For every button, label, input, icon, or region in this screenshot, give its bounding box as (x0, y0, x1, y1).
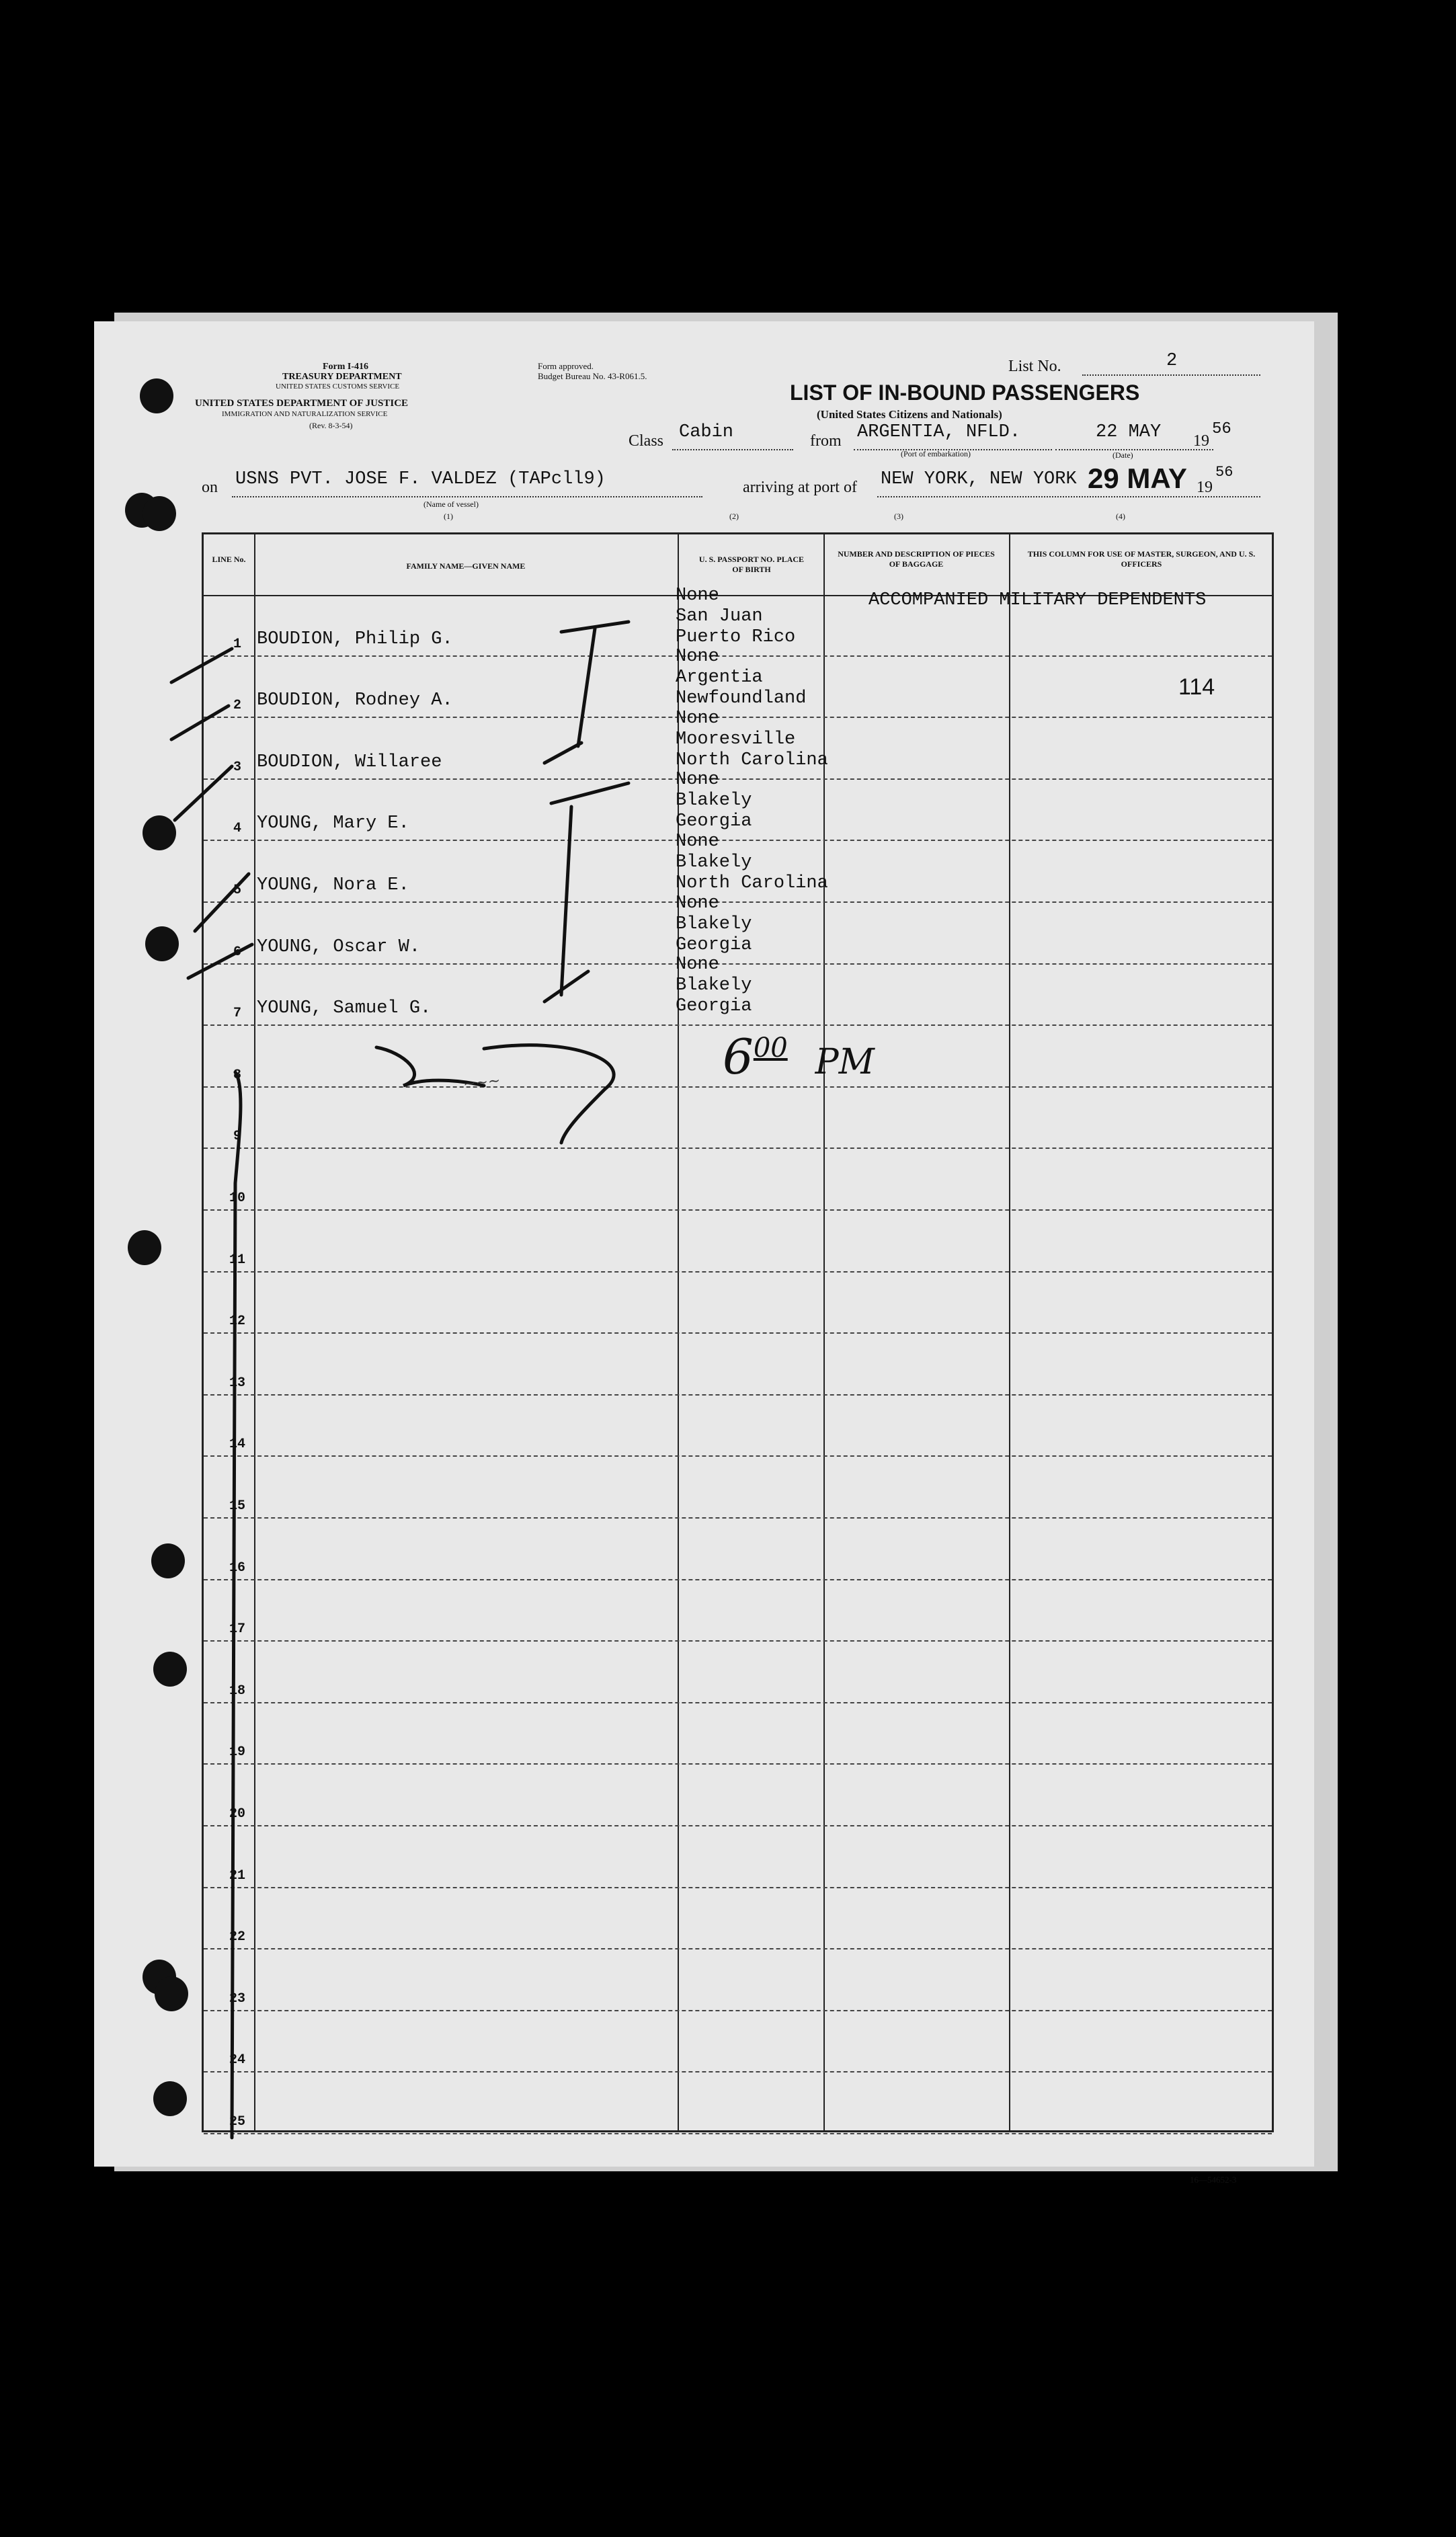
passport-number: None (676, 770, 719, 791)
passport-number: None (676, 955, 719, 975)
accompanied-note: ACCOMPANIED MILITARY DEPENDENTS (868, 590, 1207, 610)
from-label: from (810, 432, 842, 450)
passenger-name: BOUDION, Philip G. (257, 629, 453, 649)
birth-place-region: North Carolina (676, 873, 828, 893)
form-approved: Form approved. (538, 361, 594, 371)
port-embarkation: ARGENTIA, NFLD. (857, 422, 1021, 442)
line-number: 5 (233, 883, 241, 898)
arriving-label: arriving at port of (743, 479, 857, 496)
vessel-name: USNS PVT. JOSE F. VALDEZ (TAPcll9) (235, 469, 606, 489)
margin-line (232, 1072, 241, 2138)
bracket-bottom-1 (544, 743, 581, 763)
time-hour: 6 (723, 1029, 754, 1085)
line-number: 10 (229, 1191, 245, 1206)
header-passport: U. S. PASSPORT NO. PLACE OF BIRTH (698, 555, 805, 574)
line-number: 2 (233, 698, 241, 714)
birth-place-city: Blakely (676, 791, 752, 811)
passenger-name: YOUNG, Samuel G. (257, 998, 432, 1019)
header-baggage: NUMBER AND DESCRIPTION OF PIECES OF BAGGAGE (838, 549, 995, 569)
class-value: Cabin (679, 422, 734, 442)
date-caption: (Date) (1113, 450, 1133, 460)
passenger-name: YOUNG, Mary E. (257, 813, 409, 834)
line-number: 15 (229, 1498, 245, 1514)
embark-year: 56 (1212, 420, 1231, 438)
birth-place-city: Mooresville (676, 729, 796, 750)
arrival-year: 56 (1215, 464, 1233, 481)
line-number: 16 (229, 1560, 245, 1576)
line-number: 9 (233, 1129, 241, 1145)
passport-number: None (676, 708, 719, 729)
time-minutes: 00 (753, 1033, 788, 1063)
bracket-bottom-2 (544, 971, 588, 1002)
line-number: 24 (229, 2052, 245, 2068)
birth-place-city: San Juan (676, 606, 763, 627)
form-title: LIST OF IN-BOUND PASSENGERS (790, 380, 1140, 405)
birth-place-city: Argentia (676, 668, 763, 688)
header-line-no: LINE No. (212, 555, 246, 564)
line-number: 6 (233, 944, 241, 960)
year-prefix: 19 (1193, 432, 1209, 450)
embark-date: 22 MAY (1096, 422, 1162, 442)
line-number: 17 (229, 1621, 245, 1638)
birth-place-region: Newfoundland (676, 688, 807, 709)
list-no-value: 2 (1166, 351, 1178, 371)
line-number: 20 (229, 1806, 245, 1822)
line-number: 18 (229, 1683, 245, 1699)
form-subtitle: (United States Citizens and Nationals) (817, 408, 1002, 421)
line-number: 25 (229, 2114, 245, 2130)
customs-service: UNITED STATES CUSTOMS SERVICE (276, 382, 400, 391)
arrival-date-stamp: 29 MAY (1088, 462, 1187, 494)
passport-number: None (676, 832, 719, 852)
birth-place-city: Blakely (676, 914, 752, 934)
bracket-top-2 (551, 783, 629, 803)
line-number: 4 (233, 821, 241, 837)
line-number: 1 (233, 636, 241, 652)
bracket-stem-2 (561, 807, 571, 995)
officer-mark: 114 (1178, 674, 1215, 700)
budget-bureau: Budget Bureau No. 43-R061.5. (538, 371, 647, 381)
footer-code: 16—54652-3 (1190, 2175, 1237, 2185)
arrival-port: NEW YORK, NEW YORK (881, 469, 1077, 489)
passport-number: None (676, 893, 719, 914)
bracket-stem-1 (578, 629, 595, 746)
vessel-caption: (Name of vessel) (423, 499, 479, 509)
passport-number: None (676, 647, 719, 668)
arrival-year-prefix: 19 (1197, 479, 1213, 496)
line-number: 11 (229, 1252, 245, 1268)
tick-3 (175, 766, 232, 820)
birth-place-region: Puerto Rico (676, 627, 796, 647)
tick-1 (171, 649, 232, 682)
birth-place-region: Georgia (676, 811, 752, 832)
header-name: FAMILY NAME—GIVEN NAME (406, 561, 526, 571)
treasury-dept: TREASURY DEPARTMENT (282, 372, 402, 382)
col-num-2: (2) (729, 512, 739, 521)
col-num-4: (4) (1116, 512, 1125, 521)
tick-4 (195, 874, 249, 931)
class-label: Class (629, 432, 664, 450)
line-number: 3 (233, 759, 241, 775)
line-number: 8 (233, 1067, 241, 1083)
birth-place-city: Blakely (676, 852, 752, 873)
on-label: on (202, 479, 218, 496)
col-num-3: (3) (894, 512, 903, 521)
line-number: 12 (229, 1314, 245, 1330)
handwritten-note: ~~~ (462, 1072, 501, 1093)
birth-place-city: Blakely (676, 975, 752, 996)
justice-dept: UNITED STATES DEPARTMENT OF JUSTICE (195, 398, 409, 409)
ins-service: IMMIGRATION AND NATURALIZATION SERVICE (222, 410, 388, 418)
line-number: 14 (229, 1437, 245, 1453)
col-num-1: (1) (444, 512, 453, 521)
passenger-name: BOUDION, Rodney A. (257, 690, 453, 711)
list-no-label: List No. (1008, 358, 1061, 375)
passenger-name: YOUNG, Nora E. (257, 875, 409, 895)
passenger-name: YOUNG, Oscar W. (257, 936, 421, 957)
birth-place-region: Georgia (676, 996, 752, 1017)
time-suffix: PM (815, 1042, 875, 1082)
line-number: 23 (229, 1990, 245, 2007)
birth-place-region: Georgia (676, 934, 752, 955)
revision: (Rev. 8-3-54) (309, 421, 353, 430)
passport-number: None (676, 585, 719, 606)
signature-curve (484, 1045, 614, 1143)
tick-5 (188, 944, 252, 978)
tick-2 (171, 706, 229, 739)
passenger-name: BOUDION, Willaree (257, 752, 442, 772)
line-number: 21 (229, 1867, 245, 1884)
line-number: 22 (229, 1929, 245, 1945)
form-number: Form I-416 (323, 362, 369, 372)
line-number: 7 (233, 1006, 241, 1022)
line-number: 19 (229, 1744, 245, 1761)
embark-caption: (Port of embarkation) (901, 449, 971, 458)
line-number: 13 (229, 1375, 245, 1391)
header-officers: THIS COLUMN FOR USE OF MASTER, SURGEON, AND U. S. OFFICERS (1027, 549, 1256, 569)
birth-place-region: North Carolina (676, 750, 828, 770)
